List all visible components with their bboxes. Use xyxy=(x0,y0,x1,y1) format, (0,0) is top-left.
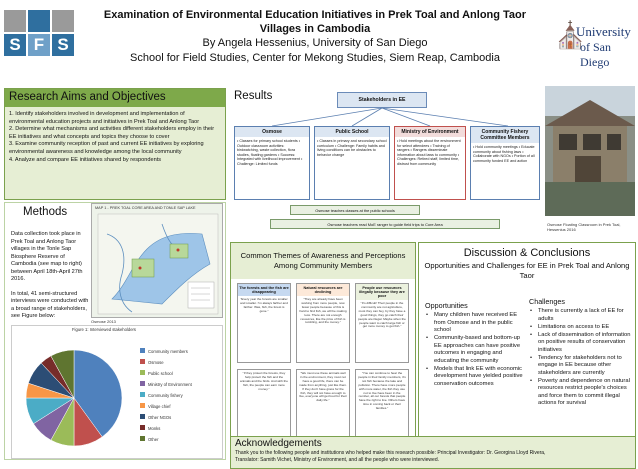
theme-card-quote: "We must use these animals well in the environment, they must not have a good life, there can be made from anything, just like them. If they don't have grass for the fish, they will not have enough to live, everyone will get food for their daily life." xyxy=(299,371,347,403)
stakeholder-community-fishery xyxy=(470,126,540,200)
theme-card-quote: "If they protect the forests, they help protect the fish and the animals and the birds. And with the fish, the people can earn more money." xyxy=(240,371,288,391)
legend-label: Community members xyxy=(148,349,188,354)
challenge-item: • Poverty and dependence on natural resources restrict people's choices and force them to commit illegal actions for survival xyxy=(529,378,633,408)
map-caption: Osmose 2013 xyxy=(91,319,116,324)
sfs-logo xyxy=(4,10,74,32)
title-block xyxy=(90,8,540,66)
methods-text xyxy=(11,231,89,328)
challenges-list xyxy=(529,308,633,408)
photo-caption: Osmose Floating Classroom in Prek Toal, Hessenius 2016 xyxy=(547,222,621,232)
study-area-map xyxy=(91,203,223,318)
poster-header xyxy=(0,0,638,84)
pie-title: Figure 1: Interviewed stakeholders xyxy=(72,327,137,332)
methods-heading: Methods xyxy=(23,206,68,218)
stakeholder-ministry xyxy=(394,126,466,200)
sfs-letter: F xyxy=(28,34,50,56)
theme-card-quote: "You can continue to hear the people in their family members, it's not fish because the lake and pollution. There have more people with more water, the fish they use not to live have been in the number, all our forests that people have the right to live. Others have time in coming back or their families." xyxy=(358,371,406,411)
legend-swatch xyxy=(140,359,145,364)
legend-swatch xyxy=(140,381,145,386)
sfs-logo-tile xyxy=(4,10,26,32)
opportunities-column xyxy=(425,301,525,389)
results-panel xyxy=(230,88,542,238)
discussion-heading: Discussion & Conclusions xyxy=(463,247,591,259)
legend-swatch xyxy=(140,348,145,353)
stakeholder-points: • Classes in primary and secondary school curriculum • Challenge: Family habits and living conditions can be obstacles to behavior change xyxy=(317,139,387,157)
legend-label: Other NGOs xyxy=(148,415,172,420)
stakeholder-points: • Hold meetings about the environment for select attendees • Training of rangers • Rangers disseminate information about laws to community • Challenges: Retired staff, limited time, distrust from community xyxy=(397,139,461,166)
opportunity-item: • Community-based and bottom-up EE approaches can have positive outcomes in engaging and educating the community xyxy=(425,335,525,365)
legend-label: Ministry of Environment xyxy=(148,382,192,387)
stakeholder-name: Community Fishery Committee Members xyxy=(471,127,539,143)
stakeholder-points: • Classes for primary school students • Outdoor classroom activities: birdwatching, waste collection, flora studies, floating gardens • Success: Integrated with livelihood improvement • Challenge: Limited funds xyxy=(237,139,303,166)
stakeholder-name: Public School xyxy=(315,127,389,137)
poster-title-line2: Villages in Cambodia xyxy=(259,23,371,35)
opportunity-item: • Many children have received EE from Osmose and in the public school xyxy=(425,312,525,335)
poster-author: By Angela Hessenius, University of San Diego xyxy=(202,37,428,49)
usd-logo-line1: University xyxy=(576,24,631,39)
theme-card-title: Natural resources are declining xyxy=(297,284,349,296)
themes-heading: Common Themes of Awareness and Perceptions Among Community Members xyxy=(231,243,415,279)
stakeholder-points: • Hold community meetings • Educate community about fishing laws • Collaborate with NGOs • Portion of all community funded EE and action xyxy=(473,145,535,163)
legend-label: Monks xyxy=(148,426,161,431)
results-note: Osmose teaches classes at the public schools xyxy=(290,205,420,215)
legend-label: Osmose xyxy=(148,360,164,365)
poster-title-line1: Examination of Environmental Education Initiatives in Prek Toal and Anlong Taor xyxy=(103,9,527,21)
methods-para: In total, 41 semi-structured interviews were conducted with a broad range of stakeholders, see Figure below: xyxy=(11,290,89,319)
tower-icon: ⛪ xyxy=(554,20,587,50)
stakeholders-center-box: Stakeholders in EE xyxy=(337,92,427,108)
sfs-logo-letters xyxy=(4,34,74,56)
legend-label: Other xyxy=(148,437,159,442)
opportunities-list xyxy=(425,312,525,388)
theme-card xyxy=(355,283,409,363)
legend-swatch xyxy=(140,392,145,397)
aims-item: 4. Analyze and compare EE initiatives shared by respondents xyxy=(9,156,162,163)
sfs-logo-tile xyxy=(52,10,74,32)
challenge-item: • Tendency for stakeholders not to engage in EE because other stakeholders are currently xyxy=(529,355,633,378)
theme-card-title: People use resources illegally because they are poor xyxy=(356,284,408,300)
photo-graphic xyxy=(545,86,635,216)
legend-label: Community fishery xyxy=(148,393,183,398)
acknowledgements-heading: Acknowledgements xyxy=(235,438,322,449)
legend-swatch xyxy=(140,414,145,419)
results-note: Osmose teachers read MoE ranger to guide field trips to Core Area xyxy=(270,219,500,229)
sfs-letter: S xyxy=(4,34,26,56)
aims-heading: Research Aims and Objectives xyxy=(5,89,225,107)
stakeholder-osmose xyxy=(234,126,310,200)
stakeholder-name: Ministry of Environment xyxy=(395,127,465,137)
aims-list xyxy=(5,107,225,168)
usd-logo-line2: of San Diego xyxy=(580,40,611,69)
methods-para: Data collection took place in Prek Toal and Anlong Taor villages in the Tonle Sap Biosphere Reserve of Cambodia (see map to right) between April 18th-April 27th 2016. xyxy=(11,231,83,282)
opportunities-title: Opportunities xyxy=(425,301,468,310)
legend-swatch xyxy=(140,436,145,441)
sfs-letter: S xyxy=(52,34,74,56)
theme-card-quote: "It's difficult! Their people in the community are not agriculture, most they can buy, by they have a good things, they go catch their people are illegal. Maybe when the people want to catch large fish or get more money to get fish." xyxy=(358,301,406,329)
map-graphic xyxy=(92,204,224,319)
theme-card xyxy=(296,283,350,363)
theme-card-title: The forests and the fish are disappearing xyxy=(239,286,289,294)
pie-svg xyxy=(12,326,224,460)
theme-card xyxy=(237,283,291,363)
challenge-item: • Limitations on access to EE xyxy=(529,324,633,332)
themes-panel xyxy=(230,242,416,462)
theme-card-quote: "Every year the forests are smaller and smaller. I'm always farther and farther. Was, fish, the forest is gone." xyxy=(240,297,288,313)
methods-panel xyxy=(4,202,226,460)
acknowledgements-line: Translator: Samith Vichet, Ministry of Environment, and all the people who were interviewed. xyxy=(235,456,439,463)
map-title: MAP 1 - PREK TOAL CORE AREA AND TONLE SAP LAKE xyxy=(95,206,196,210)
results-heading: Results xyxy=(234,90,273,102)
legend-swatch xyxy=(140,403,145,408)
usd-logo xyxy=(554,14,632,69)
acknowledgements-panel xyxy=(230,436,636,469)
aims-item: 1. Identify stakeholders involved in development and implementation of environmental education projects and initiatives in Prek Toal and Anlong Taor xyxy=(9,111,200,125)
acknowledgements-line: Thank you to the following people and institutions who helped make this research possible: Principal Investigator: Dr. Georgina Lloyd Rivera, xyxy=(235,450,546,456)
poster-affiliation: School for Field Studies, Center for Mekong Studies, Siem Reap, Cambodia xyxy=(130,52,500,64)
stakeholder-pie-chart xyxy=(11,325,223,459)
challenge-item: • Lack of dissemination of information on positive results of conservation initiatives xyxy=(529,332,633,355)
discussion-panel xyxy=(418,242,636,462)
sfs-logo-tile xyxy=(28,10,50,32)
legend-swatch xyxy=(140,370,145,375)
legend-label: Public school xyxy=(148,371,173,376)
stakeholder-public-school xyxy=(314,126,390,200)
legend-label: Village chief xyxy=(148,404,171,409)
challenges-title: Challenges xyxy=(529,297,565,306)
floating-classroom-photo xyxy=(545,86,635,216)
opportunity-item: • Models that link EE with economic development have yielded positive conservation outcomes xyxy=(425,366,525,389)
theme-card-quote: "They are already have been working from more people, now fewer people because of this is hard to find fish, we will be making less. There are not enough resources, like the price of fish is tumbling, and the money." xyxy=(299,297,347,325)
aims-item: 3. Examine community reception of past and current EE initiatives by exploring environmental awareness and knowledge among the local community xyxy=(9,141,204,155)
challenge-item: • There is currently a lack of EE for adults xyxy=(529,308,633,323)
legend-swatch xyxy=(140,425,145,430)
challenges-column xyxy=(529,297,633,408)
aims-panel xyxy=(4,88,226,200)
aims-item: 2. Determine what mechanisms and activities different stakeholders employ in their EE initiatives and what concepts and topics they choose to cover xyxy=(9,126,215,140)
stakeholder-name: Osmose xyxy=(235,127,309,137)
discussion-subheading: Opportunities and Challenges for EE in Prek Toal and Anlong Taor xyxy=(424,261,630,280)
